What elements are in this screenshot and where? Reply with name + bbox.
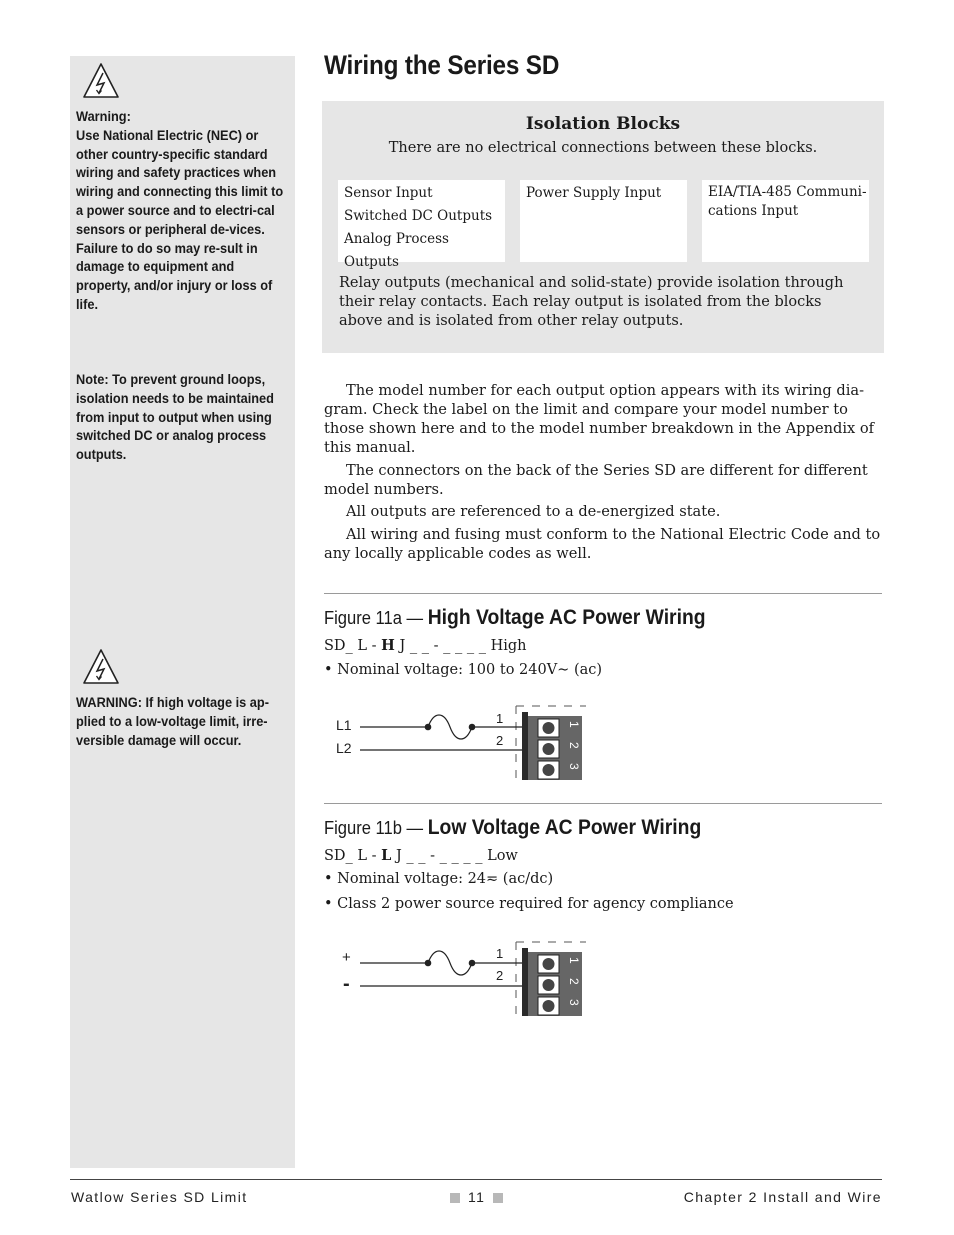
page-marker-icon [493, 1193, 503, 1203]
figure-heading: High Voltage AC Power Wiring [427, 606, 706, 629]
fuse-icon [428, 715, 472, 739]
figure-11a-wiring-diagram [330, 702, 590, 786]
terminal-block-back [522, 948, 528, 1016]
isolation-block-line: Switched DC Outputs [344, 208, 493, 224]
block-number: 1 [567, 721, 581, 728]
figure-11a-title [324, 606, 706, 630]
fuse-icon [428, 951, 472, 975]
terminal-number: 1 [496, 946, 504, 961]
body-paragraph: All outputs are referenced to a de-energized state. [346, 503, 721, 520]
block-number: 2 [567, 742, 581, 749]
terminal-number: 2 [496, 733, 504, 748]
model-suffix: J _ _ - _ _ _ _ Low [391, 848, 518, 864]
isolation-heading: Isolation Blocks [525, 114, 681, 134]
body-text [324, 381, 884, 566]
isolation-relay-note: Relay outputs (mechanical and solid-state) provide isolation through their relay contacts. Each relay output is isolated from the blocks above and is isolated from other relay outputs. [339, 275, 844, 329]
figure-11b-wiring-diagram [330, 938, 590, 1022]
body-paragraph: The connectors on the back of the Series SD are different for different model numbers. [324, 461, 868, 498]
sidebar-warning-high-voltage: WARNING: If high voltage is ap-plied to a low-voltage limit, irre-versible damage will occur. [76, 695, 269, 749]
isolation-subheading: There are no electrical connections between these blocks. [388, 140, 818, 156]
block-number: 2 [567, 978, 581, 985]
screw-icon [543, 743, 555, 755]
terminal-number: 1 [496, 711, 504, 726]
isolation-block-line: Power Supply Input [526, 185, 662, 201]
wire-label-positive: + [342, 949, 351, 966]
screw-icon [543, 764, 555, 776]
high-voltage-warning-icon [82, 648, 120, 686]
figure-label: Figure 11a — [324, 608, 424, 628]
screw-icon [543, 979, 555, 991]
figure-11a-bullet: • Nominal voltage: 100 to 240V∼ (ac) [324, 662, 603, 678]
screw-icon [543, 1000, 555, 1012]
isolation-block-comms [702, 180, 869, 262]
footer-page-number [442, 1189, 511, 1205]
model-prefix: SD_ L - [324, 638, 382, 654]
screw-icon [543, 958, 555, 970]
body-paragraph: All wiring and fusing must conform to the National Electric Code and to any locally applicable codes as well. [324, 525, 881, 562]
block-number: 3 [567, 999, 581, 1006]
terminal-number: 2 [496, 968, 504, 983]
model-suffix: J _ _ - _ _ _ _ High [394, 638, 527, 654]
figure-11b-model-number [324, 847, 518, 864]
footer-right: Chapter 2 Install and Wire [683, 1189, 882, 1205]
block-number: 1 [567, 957, 581, 964]
figure-11a-model-number [324, 637, 526, 654]
page-title: Wiring the Series SD [324, 50, 560, 80]
isolation-block-line: Sensor Input [344, 185, 433, 201]
page-marker-icon [450, 1193, 460, 1203]
isolation-block-power [520, 180, 687, 262]
isolation-blocks-panel [322, 101, 884, 353]
screw-icon [543, 722, 555, 734]
wire-label-l2: L2 [336, 740, 352, 756]
figure-label: Figure 11b — [324, 818, 424, 838]
model-code: L [381, 847, 392, 864]
model-code: H [381, 637, 395, 654]
model-prefix: SD_ L - [324, 848, 382, 864]
figure-11b-bullet: • Nominal voltage: 24≂ (ac/dc) [324, 871, 554, 887]
footer-rule [70, 1179, 882, 1180]
body-paragraph: The model number for each output option appears with its wiring dia-gram. Check the label on the limit and compare your model number to those shown here and to the model number breakdown in the Appendix of this manual. [324, 382, 875, 456]
block-number: 3 [567, 763, 581, 770]
wire-label-negative: - [343, 973, 350, 995]
wire-label-l1: L1 [336, 717, 352, 733]
section-divider [324, 803, 882, 804]
isolation-block-line: EIA/TIA-485 Communi- [708, 184, 867, 200]
isolation-block-sensor [338, 180, 505, 270]
section-divider [324, 593, 882, 594]
high-voltage-warning-icon [82, 62, 120, 100]
terminal-block-back [522, 712, 528, 780]
footer-left: Watlow Series SD Limit [71, 1189, 248, 1205]
figure-11b-bullet: • Class 2 power source required for agency compliance [324, 896, 734, 912]
isolation-block-line: cations Input [708, 203, 799, 219]
isolation-block-line: Analog Process Outputs [344, 231, 449, 270]
sidebar-warning-nec: Warning: Use National Electric (NEC) or other country-specific standard wiring and safety practices when wiring and connecting this limit to a power source and to electri-cal sensors or peripheral de-vices. Failure to do so may re-sult in damage to equipment and property, and/or injury or loss of life. [76, 109, 284, 313]
page-number: 11 [468, 1189, 486, 1205]
figure-11b-title [324, 816, 701, 840]
sidebar-note-ground-loops: Note: To prevent ground loops, isolation needs to be maintained from input to output when using switched DC or analog process outputs. [76, 372, 274, 464]
figure-heading: Low Voltage AC Power Wiring [427, 816, 702, 839]
